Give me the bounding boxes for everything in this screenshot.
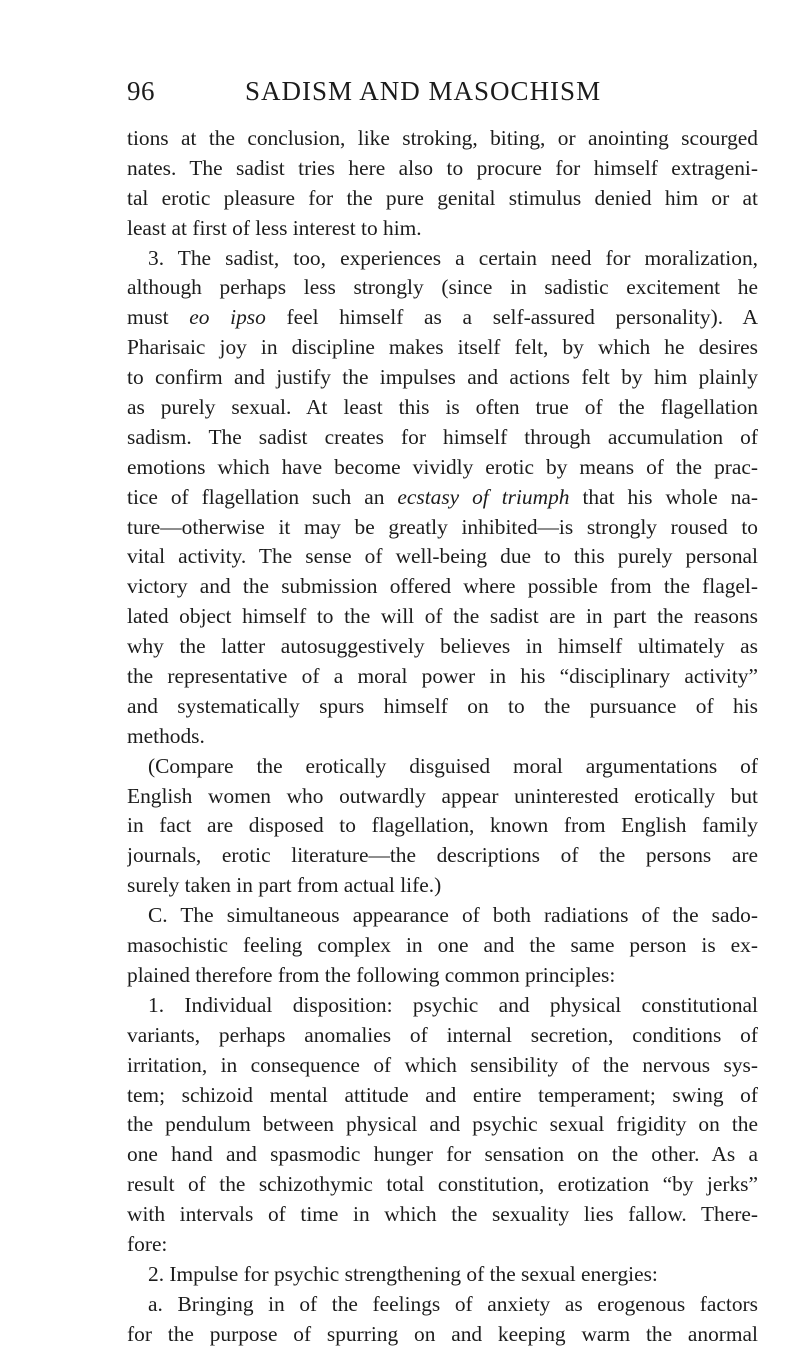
text-line: 2. Impulse for psychic strengthening of the sexual energies: [148, 1261, 658, 1286]
text-line: fore: [127, 1231, 168, 1256]
text-line: the pendulum between physical and psychic sexual frigidity on the [127, 1112, 758, 1137]
text-line: 3. The sadist, too, experiences a certain need for moralization, [148, 245, 758, 270]
text-line: to confirm and justify the impulses and actions felt by him plainly [127, 365, 758, 390]
text-line: emotions which have become vividly erotic by means of the prac- [127, 454, 758, 479]
text-line: C. The simultaneous appearance of both radiations of the sado- [148, 903, 758, 928]
text-line [127, 303, 758, 333]
text-line: English women who outwardly appear uninterested erotically but [127, 783, 758, 808]
text-line [127, 483, 758, 513]
text-line: although perhaps less strongly (since in sadistic excitement he [127, 275, 758, 300]
text-line: and systematically spurs himself on to the pursuance of his [127, 693, 758, 718]
text-line: a. Bringing in of the feelings of anxiety as erogenous factors [148, 1291, 758, 1316]
italic-phrase: eo ipso [189, 305, 266, 330]
text-line: as purely sexual. At least this is often true of the flagellation [127, 395, 758, 420]
text-line: ture—otherwise it may be greatly inhibited—is strongly roused to [127, 514, 758, 539]
text-line: variants, perhaps anomalies of internal secretion, conditions of [127, 1022, 758, 1047]
text-line: least at first of less interest to him. [127, 215, 422, 240]
text-line: (Compare the erotically disguised moral argumentations of [148, 753, 758, 778]
page-number: 96 [127, 76, 155, 106]
text-line: sadism. The sadist creates for himself through accumulation of [127, 424, 758, 449]
text-line: lated object himself to the will of the sadist are in part the reasons [127, 604, 758, 629]
text-line: plained therefore from the following common principles: [127, 962, 616, 987]
text-segment: must [127, 305, 169, 330]
text-line: 1. Individual disposition: psychic and physical constitutional [148, 992, 758, 1017]
text-line: methods. [127, 723, 205, 748]
text-line: masochistic feeling complex in one and the same person is ex- [127, 933, 758, 958]
text-segment: that his whole na- [582, 484, 758, 509]
page-header [127, 76, 727, 116]
text-line: for the purpose of spurring on and keeping warm the anormal [127, 1321, 758, 1346]
text-line: journals, erotic literature—the descriptions of the persons are [127, 843, 758, 868]
text-line: result of the schizothymic total constitution, erotization “by jerks” [127, 1172, 758, 1197]
text-line: Pharisaic joy in discipline makes itself felt, by which he desires [127, 335, 758, 360]
text-line: tal erotic pleasure for the pure genital stimulus denied him or at [127, 185, 758, 210]
text-line: one hand and spasmodic hunger for sensation on the other. As a [127, 1142, 758, 1167]
italic-phrase: ecstasy of triumph [397, 484, 570, 509]
text-line: nates. The sadist tries here also to procure for himself extrageni- [127, 155, 758, 180]
text-segment: tice of flagellation such an [127, 484, 385, 509]
running-title: SADISM AND MASOCHISM [245, 76, 602, 106]
text-line: surely taken in part from actual life.) [127, 873, 442, 898]
text-line: with intervals of time in which the sexuality lies fallow. There- [127, 1202, 758, 1227]
text-line: tem; schizoid mental attitude and entire temperament; swing of [127, 1082, 758, 1107]
text-line: the representative of a moral power in his “disciplinary activity” [127, 664, 758, 689]
text-line: why the latter autosuggestively believes in himself ultimately as [127, 634, 758, 659]
text-segment: feel himself as a self-assured personality). A [286, 305, 758, 330]
text-line: victory and the submission offered where possible from the flagel- [127, 574, 758, 599]
text-line: vital activity. The sense of well-being due to this purely personal [127, 544, 758, 569]
text-line: irritation, in consequence of which sensibility of the nervous sys- [127, 1052, 758, 1077]
text-line: tions at the conclusion, like stroking, biting, or anointing scourged [127, 126, 758, 150]
text-line: in fact are disposed to flagellation, known from English family [127, 813, 758, 838]
body-text [127, 124, 758, 1350]
